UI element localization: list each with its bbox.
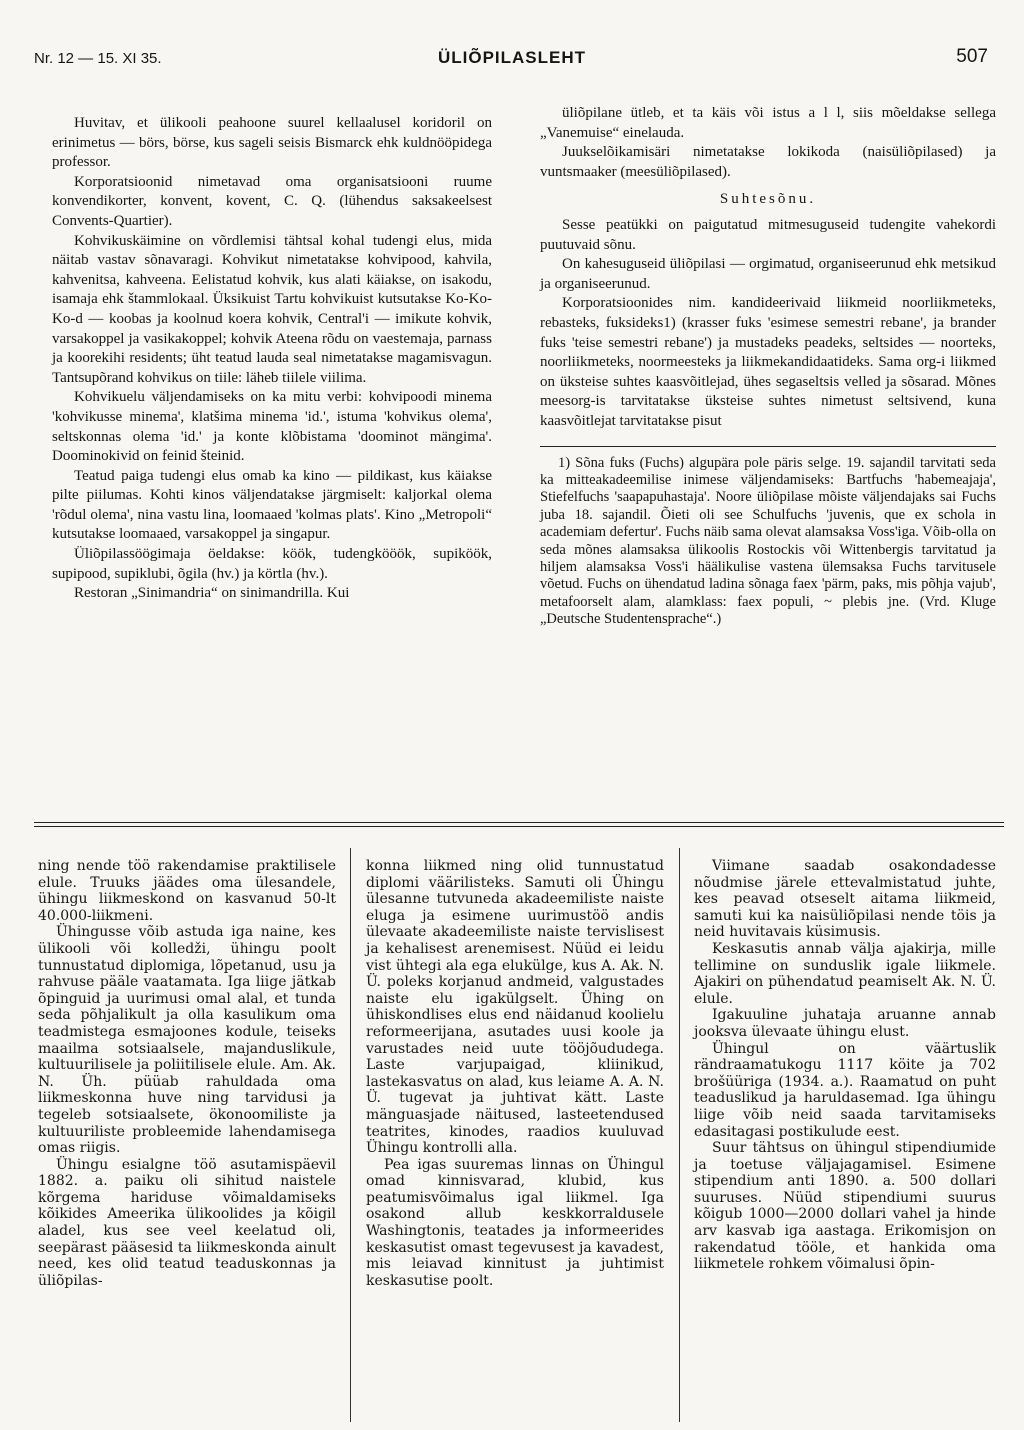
paragraph: Korporatsioonid nimetavad oma organisatsiooni ruume konvendikorter, konvent, kovent, C. Q. (lühendus saksakeelsest Convents-Quartier).: [52, 173, 492, 229]
paragraph: Ühingu esialgne töö asutamispäevil 1882. a. paiku oli sihitud naistele kõrgema hariduse võimaldamiseks kõikides Ameerika ülikoolides ja kõigil aladel, kus see veel keelatud oli, seepärast pääsesid ta liikmeskonda ainult need, kes olid teatud teaduskonnas ja üliõpilas-: [38, 1156, 336, 1289]
footnote-text: 1) Sõna fuks (Fuchs) algupära pole päris selge. 19. sajandil tarvitati seda ka mitteakadeemilise inimese väljendamiseks: Bartfuchs 'habemeajaja', Stiefelfuchs 'saapapuhastaja'. Noore üliõpilase mõiste väljendajaks sai Fuchs juba 18. sajandil. Õieti oli see Schulfuchs 'juvenis, que ex schola in academiam defertur'. Fuchs näib sama olevat alamsaksa Voss'iga. Võib-olla on seda mõnes alamsaksa ülikoolis Rostockis või Wittenbergis tarvitatud ja hiljem alamsaksa Voss'i häälikulise vastena ülemsaksa Fuchs tarvitusele võetud. Fuchs on ühendatud ladina sõnaga faex 'pärm, paks, mis põhja vajub', metafoorselt alam, alamklass: faex populi, ~ plebis jne. (Vrd. Kluge „Deutsche Studentensprache“.): [540, 454, 996, 628]
upper-left-column: [52, 114, 492, 604]
issue-date: Nr. 12 — 15. XI 35.: [34, 50, 162, 67]
paragraph: On kahesuguseid üliõpilasi — orgimatud, organiseerunud ehk metsikud ja organiseerunud.: [540, 256, 996, 292]
lower-column-2: [366, 858, 664, 1289]
paragraph: Viimane saadab osakondadesse nõudmise järele ettevalmistatud juhte, kes peavad otseselt aitama liikmeid, samuti kui ka naisüliõpilasi nende töis ja neid huvitavais küsimusis.: [694, 858, 996, 941]
lower-column-1: [38, 858, 336, 1289]
paragraph: Restoran „Sinimandria“ on sinimandrilla. Kui: [74, 585, 350, 602]
paragraph: Suur tähtsus on ühingul stipendiumide ja toetuse väljajagamisel. Esimene stipendium anti 1890. a. 500 dollari suuruses. Nüüd stipendiumi suurus kõigub 1000—2000 dollari vahel ja hinde arv kasvab iga aastaga. Erikomisjon on rakendatud tööle, et hankida oma liikmetele rohkem võimalusi õpin-: [694, 1140, 996, 1273]
upper-right-column: [540, 104, 996, 629]
paragraph: konna liikmed ning olid tunnustatud diplomi väärilisteks. Samuti oli Ühingu ülesanne tutvuneda akadeemiliste naiste eluga ja esimene uurimustöö andis ülevaate akadeemiliste naiste tervislisest ja kehalisest arenemisest. Nüüd ei leidu vist ühtegi ala ega elukülge, kus A. Ak. N. Ü. poleks korjanud andmeid, valgustades naiste elu igakülgselt. Ühing on ühiskondlises elus end näidanud koolielu reformeerijana, asutades uusi koole ja varustades neid uute tööjõududega. Laste varjupaigad, kliinikud, lastekasvatus on alad, kus leiame A. A. N. Ü. tugevat ja juhtivat kätt. Laste mänguasjade näitused, lasteetendused teatrites, kinodes, raadios kuuluvad Ühingu kontrolli alla.: [366, 858, 664, 1157]
column-rule: [679, 848, 680, 1422]
publication-title: ÜLIÕPILASLEHT: [437, 48, 587, 67]
footnote: [540, 446, 996, 629]
paragraph: Teatud paiga tudengi elus omab ka kino — pildikast, kus käiakse pilte piilumas. Kohti kinos väljendatakse järgmiselt: kaljorkal olema 'rõdul olema', nina vastu lina, loomaaed 'kolmas plats'. Kino „Metropoli“ kutsutakse loomaaed, varsakoppel ja singapur.: [52, 467, 492, 543]
column-rule: [350, 848, 351, 1422]
paragraph: Kohvikuskäimine on võrdlemisi tähtsal kohal tudengi elus, mida näitab vastav sõnavaragi. Kohvikut nimetatakse kohvipood, kahvila, kahvenitsa, kahveena. Eelistatud kohvik, kus alati käiakse, on isakodu, isamaja ehk štammlokaal. Üksikuist Tartu kohvikuist kutsutakse Ko-Ko-Ko-d — koobas ja koolnud koera kohvik, Central'i — imikute kohvik, varsakoppel ja vasikakoppel; kohvik Ateena rõdu on vaestemaja, parnass ja koorekihi residents; üht teatud lauda seal nimetatakse magamisvagun. Tantsupõrand kohvikus on tiile: läheb tiilele viilima.: [52, 232, 492, 386]
section-divider: [34, 822, 1004, 823]
section-divider: [34, 826, 1004, 827]
paragraph: Huvitav, et ülikooli peahoone suurel kellaalusel koridoril on erinimetus — börs, börse, kus sageli seisis Bismarck ehk kuldnööpidega professor.: [52, 115, 492, 171]
page-number: 507: [956, 46, 988, 67]
paragraph: Pea igas suuremas linnas on Ühingul omad kinnisvarad, klubid, kus peatumisvõimalus igal liikmel. Iga osakond allub keskkorraldusele Washingtonis, teatades ja informeerides keskasutist omast tegevusest ja kavadest, mis leiavad kinnitust ja juhtimist keskasutise poolt.: [366, 1156, 664, 1289]
paragraph: Korporatsioonides nim. kandideerivaid liikmeid noorliikmeteks, rebasteks, fuksideks1) (krasser fuks 'esimese semestri rebane', ja brander fuks 'teise semestri rebane') ja mustadeks peadeks, seltsides — noorteks, noorliikmeteks, noormeesteks ja liikmekandidaatideks. Sama org-i liikmed on üksteise suhtes kaasvõitlejad, ühes segaseltsis velled ja sõsarad. Mõnes meesorg-is tarvitatakse üksteise suhtes nimetust seltsivend, kuna kaasvõitlejat tarvitatakse pisut: [540, 295, 996, 429]
paragraph: üliõpilane ütleb, et ta käis või istus a l l, siis mõeldakse sellega „Vanemuise“ einelauda.: [540, 105, 996, 141]
page-header: [34, 46, 990, 76]
paragraph: Ühingusse võib astuda iga naine, kes ülikooli või kolledži, ühingu poolt tunnustatud diplomiga, lõpetanud, usu ja rahvuse pääle vaatamata. Iga liige jätkab õpinguid ja uurimusi omal alal, et tunda seda põhjalikult ja olla kasulikum oma teadmistega esmajoones kodule, teiseks maailma sotsiaalsele, majanduslikule, kultuurilisele ja poliitilisele elule. Am. Ak. N. Üh. püüab rahuldada oma liikmeskonna huve ning tarvidusi ja tegeleb sotsiaalsete, ökonoomiliste ja kultuuriliste probleemide lahendamisega omas riigis.: [38, 924, 336, 1157]
paragraph: Sesse peatükki on paigutatud mitmesuguseid tudengite vahekordi puutuvaid sõnu.: [540, 216, 996, 253]
paragraph: Üliõpilassöögimaja öeldakse: köök, tudengkööök, supiköök, supipood, supiklubi, õgila (hv.) ja körtla (hv.).: [52, 546, 492, 582]
paragraph: Juukselõikamisäri nimetatakse lokikoda (naisüliõpilased) ja vuntsmaaker (meesüliõpilased).: [540, 144, 996, 180]
paragraph: Igakuuline juhataja aruanne annab jooksva ülevaate ühingu elust.: [694, 1007, 996, 1040]
paragraph: Kohvikuelu väljendamiseks on ka mitu verbi: kohvipoodi minema 'kohvikusse minema', klatšima minema 'id.', istuma 'kohvikus olema', seltskonnas olema 'id.' ja konte klõbistama 'doominot mängima'. Doominokivid on feinid šteinid.: [52, 389, 492, 465]
lower-column-3: [694, 858, 996, 1273]
paragraph: ning nende töö rakendamise praktilisele elule. Truuks jäädes oma ülesandele, ühingu liikmeskond on kasvanud 50-lt 40.000-liikmeni.: [38, 858, 336, 924]
paragraph: Ühingul on väärtuslik rändraamatukogu 1117 köite ja 702 brošüüriga (1934. a.). Raamatud on puht teaduslikud ja haruldasemad. Iga ühingu liige võib neid saada tarvitamiseks edasitagasi postikulude eest.: [694, 1040, 996, 1140]
paragraph: Keskasutis annab välja ajakirja, mille tellimine on sunduslik igale liikmele. Ajakiri on pühendatud peamiselt Ak. N. Ü. elule.: [694, 940, 996, 1007]
section-heading: Suhtesõnu.: [719, 191, 817, 208]
